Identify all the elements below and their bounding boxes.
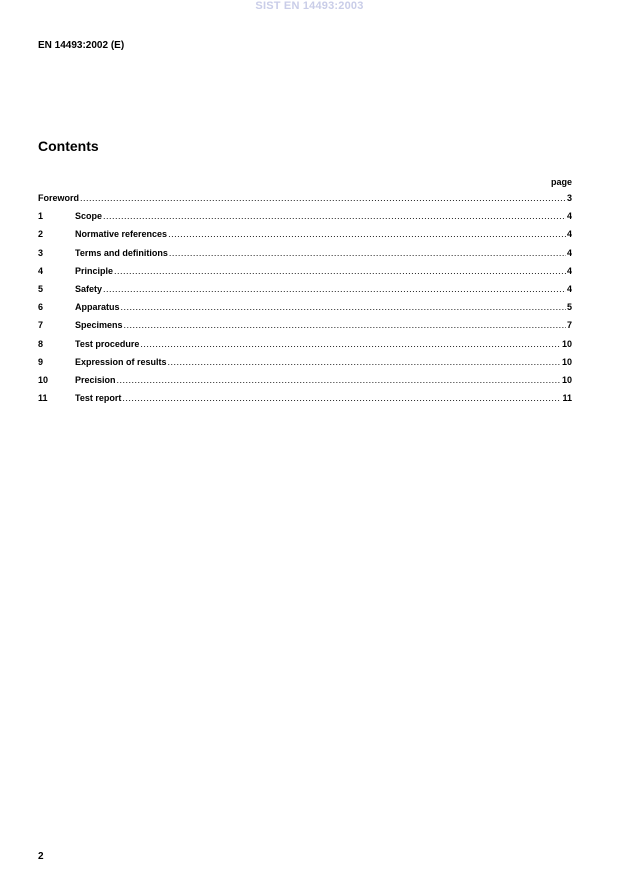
toc-entry-number: 7 <box>38 320 44 331</box>
toc-entry-title: Precision <box>75 374 116 385</box>
table-of-contents <box>38 193 572 411</box>
toc-dot-leader <box>103 211 566 221</box>
toc-entry-number: 2 <box>38 229 44 240</box>
page-column-label: page <box>550 177 572 187</box>
toc-entry-test-procedure[interactable] <box>38 339 572 357</box>
toc-entry-page: 10 <box>561 356 572 367</box>
toc-entry-number: 1 <box>38 211 44 222</box>
toc-entry-page: 4 <box>566 265 572 276</box>
toc-entry-title: Apparatus <box>75 302 120 313</box>
toc-entry-number: 5 <box>38 283 44 294</box>
toc-entry-title: Expression of results <box>75 356 167 367</box>
toc-entry-foreword[interactable] <box>38 193 572 211</box>
toc-entry-page: 4 <box>566 283 572 294</box>
toc-dot-leader <box>80 193 566 203</box>
toc-entry-title: Principle <box>75 265 114 276</box>
toc-entry-safety[interactable] <box>38 284 572 302</box>
toc-entry-terms-and-definitions[interactable] <box>38 248 572 266</box>
toc-entry-page: 4 <box>566 247 572 258</box>
document-id: EN 14493:2002 (E) <box>38 40 125 51</box>
contents-heading: Contents <box>38 138 99 154</box>
toc-entry-title: Test report <box>75 393 122 404</box>
toc-entry-number: 9 <box>38 356 44 367</box>
toc-entry-title: Safety <box>75 283 103 294</box>
toc-entry-page: 7 <box>566 320 572 331</box>
toc-dot-leader <box>169 248 566 258</box>
toc-dot-leader <box>124 320 566 330</box>
toc-entry-principle[interactable] <box>38 266 572 284</box>
toc-entry-scope[interactable] <box>38 211 572 229</box>
toc-entry-title: Foreword <box>38 193 80 203</box>
toc-entry-expression-of-results[interactable] <box>38 357 572 375</box>
toc-dot-leader <box>121 302 566 312</box>
watermark: SIST EN 14493:2003 <box>255 0 364 12</box>
toc-entry-title: Normative references <box>75 229 168 240</box>
toc-entry-page: 4 <box>566 211 572 222</box>
toc-entry-number: 11 <box>38 393 48 404</box>
toc-entry-test-report[interactable] <box>38 393 572 411</box>
toc-entry-title: Scope <box>75 211 103 222</box>
toc-dot-leader <box>117 375 561 385</box>
toc-entry-number: 10 <box>38 374 49 385</box>
toc-entry-number: 4 <box>38 265 44 276</box>
toc-dot-leader <box>122 393 561 403</box>
toc-entry-number: 6 <box>38 302 44 313</box>
page-number: 2 <box>38 851 44 862</box>
toc-entry-title: Test procedure <box>75 338 140 349</box>
toc-dot-leader <box>103 284 566 294</box>
toc-dot-leader <box>168 229 566 239</box>
toc-dot-leader <box>140 339 561 349</box>
toc-entry-page: 11 <box>562 393 572 404</box>
toc-entry-apparatus[interactable] <box>38 302 572 320</box>
toc-entry-page: 4 <box>566 229 572 240</box>
toc-entry-page: 10 <box>561 338 572 349</box>
toc-entry-page: 5 <box>566 302 572 313</box>
toc-dot-leader <box>168 357 561 367</box>
toc-entry-normative-references[interactable] <box>38 229 572 247</box>
toc-dot-leader <box>114 266 566 276</box>
toc-entry-title: Terms and definitions <box>75 247 168 258</box>
toc-entry-number: 3 <box>38 247 44 258</box>
toc-entry-page: 10 <box>561 374 572 385</box>
toc-entry-precision[interactable] <box>38 375 572 393</box>
toc-entry-page: 3 <box>566 193 572 203</box>
toc-entry-title: Specimens <box>75 320 123 331</box>
toc-entry-number: 8 <box>38 338 44 349</box>
toc-entry-specimens[interactable] <box>38 320 572 338</box>
